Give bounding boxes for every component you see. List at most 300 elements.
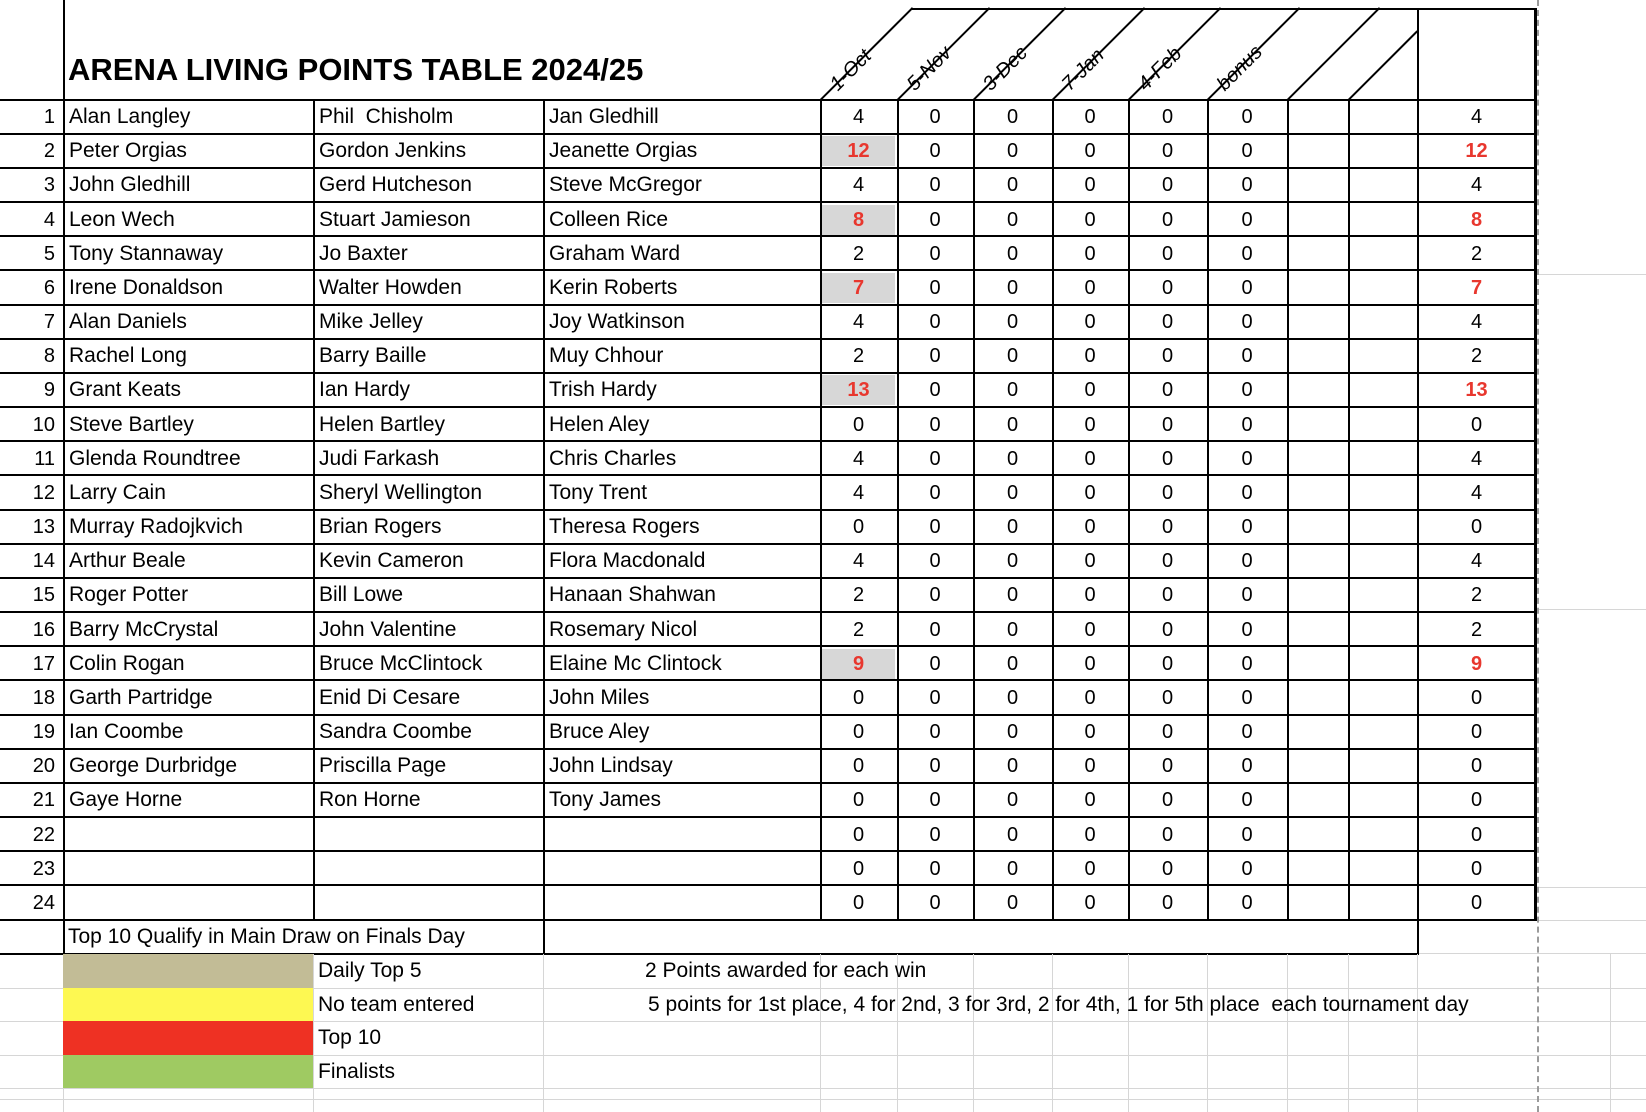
score-cell[interactable]: 0: [1161, 686, 1174, 709]
total-cell[interactable]: 0: [1470, 891, 1483, 914]
score-cell[interactable]: 2: [852, 618, 865, 641]
score-cell[interactable]: 0: [1084, 721, 1096, 743]
player1-cell[interactable]: Tony Stannaway: [69, 241, 224, 265]
score-cell[interactable]: 2: [852, 242, 865, 265]
score-cell[interactable]: 0: [1084, 891, 1096, 914]
score-cell[interactable]: 0: [929, 891, 941, 914]
score-cell[interactable]: 0: [1084, 618, 1096, 641]
score-cell[interactable]: 0: [1161, 106, 1174, 128]
total-cell[interactable]: 0: [1470, 721, 1483, 743]
table-border: [63, 0, 65, 920]
player3-cell[interactable]: Jan Gledhill: [549, 105, 659, 128]
score-cell[interactable]: 7: [822, 273, 895, 303]
player1-cell[interactable]: Rachel Long: [69, 344, 187, 368]
score-cell[interactable]: 4: [852, 174, 865, 197]
score-cell[interactable]: 0: [1006, 140, 1019, 163]
row-number-cell[interactable]: 19: [32, 721, 55, 743]
player3-cell[interactable]: Hanaan Shahwan: [549, 583, 716, 607]
score-cell[interactable]: 8: [822, 205, 895, 235]
player3-cell[interactable]: Jeanette Orgias: [549, 139, 698, 163]
row-number-cell[interactable]: 21: [32, 789, 55, 812]
player2-cell[interactable]: Bruce McClintock: [319, 651, 483, 675]
row-number-cell[interactable]: 24: [32, 891, 55, 914]
score-cell[interactable]: 0: [1241, 208, 1253, 231]
player1-cell[interactable]: Glenda Roundtree: [69, 446, 241, 470]
total-cell[interactable]: 4: [1470, 106, 1483, 128]
player3-cell[interactable]: Muy Chhour: [549, 344, 664, 368]
player2-cell[interactable]: Bill Lowe: [319, 583, 404, 607]
score-cell[interactable]: 0: [1006, 891, 1019, 914]
table-border: [0, 748, 1537, 750]
score-cell[interactable]: 0: [1161, 823, 1174, 846]
score-cell[interactable]: 0: [1161, 755, 1174, 778]
table-border: [0, 714, 1537, 716]
row-number-cell[interactable]: 12: [32, 481, 55, 504]
player2-cell[interactable]: Helen Bartley: [319, 412, 446, 436]
player3-cell[interactable]: Flora Macdonald: [549, 549, 706, 573]
player2-cell[interactable]: Sandra Coombe: [319, 720, 472, 743]
player1-cell[interactable]: Roger Potter: [69, 583, 189, 607]
player1-cell[interactable]: [63, 818, 311, 852]
table-border: [0, 782, 1537, 784]
row-number-cell[interactable]: 13: [32, 516, 55, 538]
score-cell[interactable]: 0: [1006, 550, 1019, 573]
score-cell[interactable]: 0: [929, 652, 941, 675]
player2-cell[interactable]: Sheryl Wellington: [319, 480, 483, 504]
date-header-3-Dec[interactable]: 3-Dec: [978, 42, 1033, 96]
score-cell[interactable]: 0: [1161, 857, 1174, 880]
player2-cell[interactable]: Brian Rogers: [319, 515, 442, 538]
player2-cell[interactable]: [313, 818, 541, 852]
total-cell[interactable]: 4: [1470, 174, 1483, 197]
player2-cell[interactable]: Gerd Hutcheson: [319, 173, 472, 197]
score-cell[interactable]: 0: [1084, 584, 1096, 607]
score-cell[interactable]: 0: [929, 516, 941, 538]
score-cell[interactable]: 0: [1084, 652, 1096, 675]
score-cell[interactable]: 0: [929, 311, 941, 333]
score-cell[interactable]: 0: [1006, 311, 1019, 333]
score-cell[interactable]: 0: [1006, 345, 1019, 368]
player3-cell[interactable]: Bruce Aley: [549, 720, 650, 743]
row-number-cell[interactable]: 3: [43, 174, 55, 197]
score-cell[interactable]: 0: [1084, 550, 1096, 573]
score-cell[interactable]: 0: [1084, 208, 1096, 231]
score-cell[interactable]: 0: [1161, 891, 1174, 914]
score-cell[interactable]: 4: [852, 311, 865, 333]
score-cell[interactable]: 0: [1241, 276, 1253, 299]
total-cell[interactable]: 2: [1470, 584, 1483, 607]
total-cell[interactable]: 2: [1470, 242, 1483, 265]
score-cell[interactable]: 0: [852, 789, 865, 812]
table-border: [0, 406, 1537, 408]
score-cell[interactable]: 0: [1084, 481, 1096, 504]
score-cell[interactable]: 0: [1084, 106, 1096, 128]
score-cell[interactable]: 0: [1084, 755, 1096, 778]
player2-cell[interactable]: Barry Baille: [319, 344, 427, 368]
player3-cell[interactable]: [543, 886, 818, 920]
score-cell[interactable]: 0: [1084, 242, 1096, 265]
player1-cell[interactable]: John Gledhill: [69, 173, 191, 197]
row-number-cell[interactable]: 20: [32, 755, 55, 778]
total-cell[interactable]: 2: [1470, 618, 1483, 641]
score-cell[interactable]: 0: [929, 413, 941, 436]
score-cell[interactable]: 0: [1084, 789, 1096, 812]
player1-cell[interactable]: Colin Rogan: [69, 651, 185, 675]
score-cell[interactable]: 0: [929, 208, 941, 231]
total-cell[interactable]: 2: [1470, 345, 1483, 368]
score-cell[interactable]: 0: [1241, 447, 1253, 470]
legend-swatch-top10[interactable]: [63, 1021, 313, 1055]
score-cell[interactable]: 0: [1241, 721, 1253, 743]
score-cell[interactable]: 0: [1241, 413, 1253, 436]
total-cell[interactable]: 0: [1470, 686, 1483, 709]
player1-cell[interactable]: Murray Radojkvich: [69, 515, 243, 538]
table-border: [0, 816, 1537, 818]
player1-cell[interactable]: [63, 886, 311, 920]
legend-label-finalists[interactable]: Finalists: [318, 1059, 396, 1083]
table-border: [543, 920, 545, 954]
score-cell[interactable]: 0: [1161, 174, 1174, 197]
row-number-cell[interactable]: 18: [32, 686, 55, 709]
score-cell[interactable]: 0: [929, 140, 941, 163]
score-cell[interactable]: 0: [1161, 721, 1174, 743]
score-cell[interactable]: 0: [1006, 516, 1019, 538]
score-cell[interactable]: 0: [852, 755, 865, 778]
score-cell[interactable]: 0: [929, 857, 941, 880]
score-cell[interactable]: 2: [852, 584, 865, 607]
page-title[interactable]: ARENA LIVING POINTS TABLE 2024/25: [68, 52, 644, 87]
player1-cell[interactable]: Leon Wech: [69, 207, 175, 231]
total-cell[interactable]: 13: [1465, 379, 1488, 402]
player1-cell[interactable]: Irene Donaldson: [69, 275, 224, 299]
score-cell[interactable]: 0: [1161, 789, 1174, 812]
score-cell[interactable]: 13: [822, 375, 895, 405]
score-cell[interactable]: 0: [852, 857, 865, 880]
score-cell[interactable]: 0: [929, 618, 941, 641]
row-number-cell[interactable]: 5: [43, 242, 55, 265]
player2-cell[interactable]: Stuart Jamieson: [319, 207, 471, 231]
table-border: [0, 474, 1537, 476]
scoring-note-places[interactable]: 5 points for 1st place, 4 for 2nd, 3 for 3rd, 2 for 4th, 1 for 5th place each tournament day: [648, 992, 1469, 1016]
score-cell[interactable]: 0: [1084, 140, 1096, 163]
score-cell[interactable]: 0: [1161, 516, 1174, 538]
score-cell[interactable]: 0: [852, 686, 865, 709]
score-cell[interactable]: 0: [1241, 755, 1253, 778]
score-cell[interactable]: 0: [1241, 481, 1253, 504]
score-cell[interactable]: 0: [1161, 550, 1174, 573]
score-cell[interactable]: 0: [1084, 823, 1096, 846]
total-cell[interactable]: 0: [1470, 755, 1483, 778]
player2-cell[interactable]: Priscilla Page: [319, 754, 447, 778]
score-cell[interactable]: 0: [852, 823, 865, 846]
score-cell[interactable]: 0: [1006, 174, 1019, 197]
score-cell[interactable]: 0: [1006, 618, 1019, 641]
score-cell[interactable]: 0: [1006, 481, 1019, 504]
score-cell[interactable]: 0: [929, 721, 941, 743]
player2-cell[interactable]: Gordon Jenkins: [319, 139, 467, 163]
score-cell[interactable]: 0: [1161, 481, 1174, 504]
player2-cell[interactable]: John Valentine: [319, 617, 457, 641]
sheet-gridline: [0, 1088, 1646, 1089]
score-cell[interactable]: 0: [929, 174, 941, 197]
table-border: [313, 100, 315, 920]
date-header-bonus[interactable]: bonus: [1212, 41, 1267, 96]
player2-cell[interactable]: Walter Howden: [319, 275, 462, 299]
score-cell[interactable]: 0: [1161, 379, 1174, 402]
score-cell[interactable]: 0: [1084, 345, 1096, 368]
qualify-note[interactable]: Top 10 Qualify in Main Draw on Finals Day: [68, 925, 465, 948]
score-cell[interactable]: 0: [852, 721, 865, 743]
total-cell[interactable]: 4: [1470, 481, 1483, 504]
score-cell[interactable]: 4: [852, 106, 865, 128]
player2-cell[interactable]: Jo Baxter: [319, 241, 408, 265]
player3-cell[interactable]: [543, 852, 818, 886]
table-border: [0, 577, 1537, 579]
row-number-cell[interactable]: 8: [43, 345, 55, 368]
player3-cell[interactable]: Theresa Rogers: [549, 515, 700, 538]
score-cell[interactable]: 0: [1241, 584, 1253, 607]
score-cell[interactable]: 0: [1241, 652, 1253, 675]
score-cell[interactable]: 0: [1006, 447, 1019, 470]
player3-cell[interactable]: Joy Watkinson: [549, 310, 685, 333]
score-cell[interactable]: 0: [1241, 379, 1253, 402]
player3-cell[interactable]: Tony James: [549, 788, 662, 812]
score-cell[interactable]: 4: [852, 550, 865, 573]
total-cell[interactable]: 4: [1470, 550, 1483, 573]
score-cell[interactable]: 0: [1006, 242, 1019, 265]
row-number-cell[interactable]: 10: [32, 413, 55, 436]
score-cell[interactable]: 0: [1006, 686, 1019, 709]
score-cell[interactable]: 0: [1161, 140, 1174, 163]
score-cell[interactable]: 0: [852, 891, 865, 914]
score-cell[interactable]: 0: [1084, 311, 1096, 333]
player2-cell[interactable]: Ron Horne: [319, 788, 421, 812]
table-border: [0, 850, 1537, 852]
player1-cell[interactable]: [63, 852, 311, 886]
row-number-cell[interactable]: 6: [43, 276, 55, 299]
date-header-5-Nov[interactable]: 5-Nov: [902, 42, 957, 96]
score-cell[interactable]: 0: [1006, 789, 1019, 812]
total-cell[interactable]: 7: [1470, 276, 1483, 299]
player1-cell[interactable]: Grant Keats: [69, 378, 182, 402]
player2-cell[interactable]: Mike Jelley: [319, 310, 423, 333]
total-cell[interactable]: 4: [1470, 311, 1483, 333]
player1-cell[interactable]: Peter Orgias: [69, 139, 187, 163]
score-cell[interactable]: 2: [852, 345, 865, 368]
table-border: [0, 269, 1537, 271]
score-cell[interactable]: 0: [1161, 447, 1174, 470]
total-cell[interactable]: 0: [1470, 516, 1483, 538]
player3-cell[interactable]: John Miles: [549, 685, 650, 709]
score-cell[interactable]: 0: [1241, 311, 1253, 333]
score-cell[interactable]: 0: [929, 550, 941, 573]
score-cell[interactable]: 0: [1161, 618, 1174, 641]
player3-cell[interactable]: Rosemary Nicol: [549, 617, 698, 641]
row-number-cell[interactable]: 23: [32, 857, 55, 880]
score-cell[interactable]: 0: [1006, 857, 1019, 880]
score-cell[interactable]: 0: [1241, 106, 1253, 128]
player3-cell[interactable]: Chris Charles: [549, 446, 677, 470]
player1-cell[interactable]: Ian Coombe: [69, 720, 184, 743]
total-cell[interactable]: 0: [1470, 789, 1483, 812]
row-number-cell[interactable]: 9: [43, 379, 55, 402]
score-cell[interactable]: 0: [929, 379, 941, 402]
row-number-cell[interactable]: 11: [34, 447, 55, 470]
score-cell[interactable]: 0: [929, 823, 941, 846]
score-cell[interactable]: 0: [852, 413, 865, 436]
row-number-cell[interactable]: 1: [43, 106, 55, 128]
total-cell[interactable]: 9: [1470, 652, 1483, 675]
player2-cell[interactable]: [313, 852, 541, 886]
score-cell[interactable]: 4: [852, 481, 865, 504]
table-border: [1417, 920, 1419, 954]
player2-cell[interactable]: Ian Hardy: [319, 378, 411, 402]
score-cell[interactable]: 0: [1241, 242, 1253, 265]
legend-swatch-finalists[interactable]: [63, 1055, 313, 1089]
legend-label-daily-top5[interactable]: Daily Top 5: [318, 959, 422, 982]
score-cell[interactable]: 0: [1161, 345, 1174, 368]
score-cell[interactable]: 0: [929, 755, 941, 778]
score-cell[interactable]: 0: [1084, 379, 1096, 402]
total-cell[interactable]: 0: [1470, 413, 1483, 436]
date-header-1-Oct[interactable]: 1-Oct: [825, 45, 876, 96]
player2-cell[interactable]: Enid Di Cesare: [319, 685, 461, 709]
score-cell[interactable]: 0: [1084, 413, 1096, 436]
score-cell[interactable]: 0: [852, 516, 865, 538]
total-cell[interactable]: 0: [1470, 857, 1483, 880]
score-cell[interactable]: 0: [1161, 413, 1174, 436]
score-cell[interactable]: 0: [1241, 345, 1253, 368]
row-number-cell[interactable]: 7: [43, 311, 55, 333]
score-cell[interactable]: 0: [929, 481, 941, 504]
score-cell[interactable]: 0: [929, 584, 941, 607]
score-cell[interactable]: 4: [852, 447, 865, 470]
score-cell[interactable]: 0: [1084, 857, 1096, 880]
player3-cell[interactable]: Kerin Roberts: [549, 275, 678, 299]
score-cell[interactable]: 0: [1241, 891, 1253, 914]
row-number-cell[interactable]: 17: [32, 652, 55, 675]
score-cell[interactable]: 0: [1084, 516, 1096, 538]
player1-cell[interactable]: Barry McCrystal: [69, 617, 219, 641]
score-cell[interactable]: 0: [1241, 550, 1253, 573]
score-cell[interactable]: 0: [929, 447, 941, 470]
score-cell[interactable]: 0: [1006, 584, 1019, 607]
score-cell[interactable]: 0: [1006, 106, 1019, 128]
player3-cell[interactable]: John Lindsay: [549, 754, 673, 778]
score-cell[interactable]: 0: [1241, 823, 1253, 846]
player3-cell[interactable]: Steve McGregor: [549, 173, 702, 197]
score-cell[interactable]: 0: [1084, 686, 1096, 709]
player1-cell[interactable]: Arthur Beale: [69, 549, 186, 573]
sheet-gridline: [1539, 920, 1646, 921]
row-number-cell[interactable]: 15: [32, 584, 55, 607]
legend-label-top10[interactable]: Top 10: [318, 1026, 382, 1049]
score-cell[interactable]: 12: [822, 136, 895, 166]
row-number-cell[interactable]: 4: [43, 208, 55, 231]
score-cell[interactable]: 0: [929, 686, 941, 709]
score-cell[interactable]: 0: [1006, 652, 1019, 675]
score-cell[interactable]: 0: [1161, 311, 1174, 333]
date-header-4-Feb[interactable]: 4-Feb: [1133, 42, 1187, 96]
player2-cell[interactable]: [313, 886, 541, 920]
score-cell[interactable]: 0: [1241, 686, 1253, 709]
score-cell[interactable]: 0: [1161, 242, 1174, 265]
total-cell[interactable]: 8: [1470, 208, 1483, 231]
row-number-cell[interactable]: 2: [43, 140, 55, 163]
total-cell[interactable]: 12: [1465, 140, 1488, 163]
player2-cell[interactable]: Phil Chisholm: [319, 105, 454, 128]
score-cell[interactable]: 0: [1241, 516, 1253, 538]
score-cell[interactable]: 0: [1161, 652, 1174, 675]
legend-swatch-no-team[interactable]: [63, 988, 313, 1022]
player3-cell[interactable]: Elaine Mc Clintock: [549, 651, 722, 675]
score-cell[interactable]: 0: [1241, 174, 1253, 197]
player1-cell[interactable]: Garth Partridge: [69, 685, 213, 709]
score-cell[interactable]: 0: [1006, 379, 1019, 402]
score-cell[interactable]: 9: [822, 649, 895, 679]
score-cell[interactable]: 0: [929, 345, 941, 368]
total-cell[interactable]: 0: [1470, 823, 1483, 846]
row-number-cell[interactable]: 22: [32, 823, 55, 846]
score-cell[interactable]: 0: [1241, 857, 1253, 880]
player1-cell[interactable]: Larry Cain: [69, 480, 166, 504]
total-cell[interactable]: 4: [1470, 447, 1483, 470]
score-cell[interactable]: 0: [1161, 276, 1174, 299]
score-cell[interactable]: 0: [1241, 618, 1253, 641]
player3-cell[interactable]: Graham Ward: [549, 241, 681, 265]
score-cell[interactable]: 0: [1006, 823, 1019, 846]
player2-cell[interactable]: Kevin Cameron: [319, 549, 464, 573]
score-cell[interactable]: 0: [1084, 276, 1096, 299]
score-cell[interactable]: 0: [1084, 174, 1096, 197]
player1-cell[interactable]: George Durbridge: [69, 754, 238, 778]
table-border: [820, 100, 822, 920]
player1-cell[interactable]: Gaye Horne: [69, 788, 183, 812]
score-cell[interactable]: 0: [1006, 413, 1019, 436]
score-cell[interactable]: 0: [1241, 789, 1253, 812]
player2-cell[interactable]: Judi Farkash: [319, 446, 440, 470]
table-border: [1348, 100, 1350, 920]
score-cell[interactable]: 0: [929, 106, 941, 128]
score-cell[interactable]: 0: [1161, 208, 1174, 231]
player3-cell[interactable]: Colleen Rice: [549, 207, 669, 231]
score-cell[interactable]: 0: [929, 789, 941, 812]
row-number-cell[interactable]: 14: [32, 550, 55, 573]
score-cell[interactable]: 0: [929, 242, 941, 265]
score-cell[interactable]: 0: [929, 276, 941, 299]
legend-label-no-team[interactable]: No team entered: [318, 992, 475, 1016]
score-cell[interactable]: 0: [1006, 721, 1019, 743]
player3-cell[interactable]: [543, 818, 818, 852]
table-border: [0, 440, 1537, 442]
legend-swatch-daily-top5[interactable]: [63, 954, 313, 988]
player3-cell[interactable]: Helen Aley: [549, 412, 650, 436]
score-cell[interactable]: 0: [1161, 584, 1174, 607]
score-cell[interactable]: 0: [1006, 208, 1019, 231]
player1-cell[interactable]: Alan Daniels: [69, 310, 187, 333]
player1-cell[interactable]: Alan Langley: [69, 105, 191, 128]
row-number-cell[interactable]: 16: [32, 618, 55, 641]
score-cell[interactable]: 0: [1006, 276, 1019, 299]
date-header-7-Jan[interactable]: 7-Jan: [1057, 44, 1109, 96]
score-cell[interactable]: 0: [1241, 140, 1253, 163]
score-cell[interactable]: 0: [1084, 447, 1096, 470]
score-cell[interactable]: 0: [1006, 755, 1019, 778]
player3-cell[interactable]: Tony Trent: [549, 480, 648, 504]
player1-cell[interactable]: Steve Bartley: [69, 412, 194, 436]
scoring-note-wins[interactable]: 2 Points awarded for each win: [645, 959, 927, 982]
player3-cell[interactable]: Trish Hardy: [549, 378, 657, 402]
